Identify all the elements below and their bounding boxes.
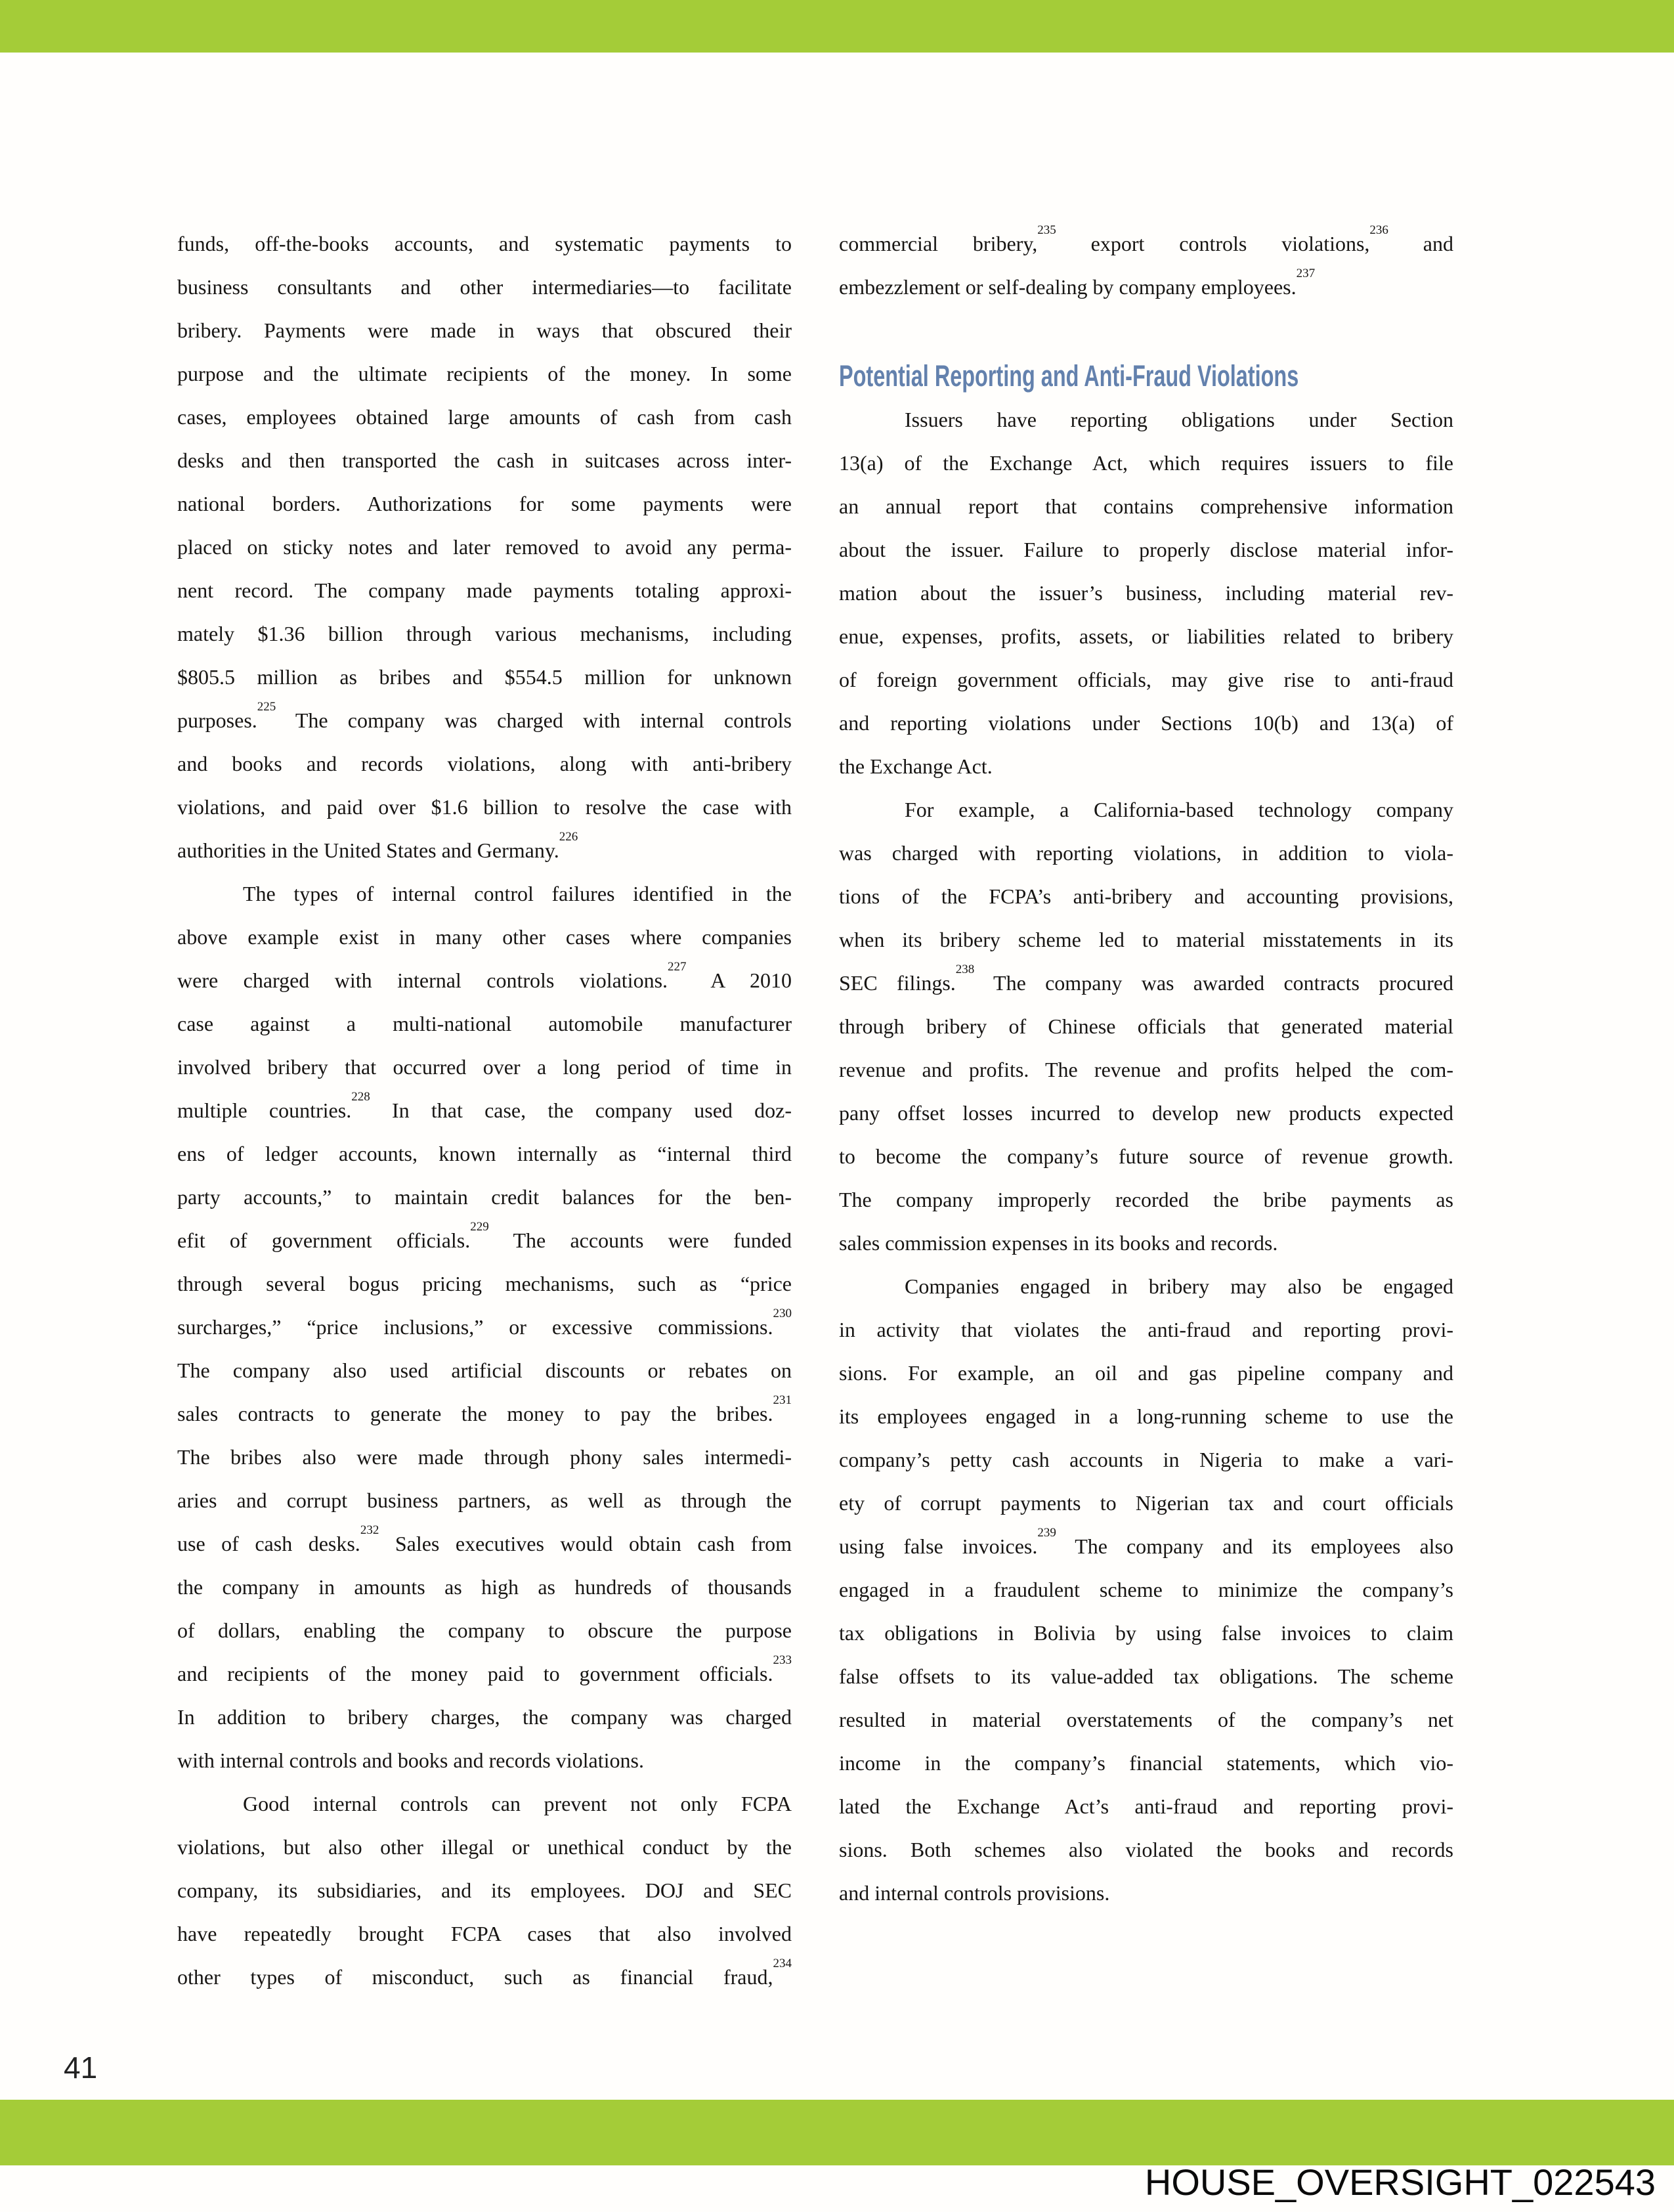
text-line: purpose and the ultimate recipients of the money. In some: [177, 362, 792, 385]
text-line: case against a multi-national automobile manufacturer: [177, 1012, 792, 1035]
footnote-ref: 231: [773, 1393, 792, 1408]
text-line: The bribes also were made through phony sales intermedi-: [177, 1445, 792, 1469]
text-line: using false invoices.$^{239}$ The company and its employees also: [839, 1526, 1453, 1558]
text-line: violations, and paid over $1.6 billion to resolve the case with: [177, 795, 792, 819]
text-line: surcharges,” “price inclusions,” or excessive commissions.$^{230}$: [177, 1307, 792, 1339]
left-column: [177, 222, 792, 1999]
text-line: of foreign government officials, may give rise to anti-fraud: [839, 668, 1453, 691]
footnote-ref: 236: [1369, 223, 1388, 238]
bottom-accent-bar: [0, 2100, 1674, 2165]
text-line: cases, employees obtained large amounts of cash from cash: [177, 405, 792, 429]
text-line: were charged with internal controls violations.$^{227}$ A 2010: [177, 960, 792, 992]
text-line: bribery. Payments were made in ways that obscured their: [177, 318, 792, 342]
text-line: 13(a) of the Exchange Act, which requires issuers to file: [839, 451, 1453, 475]
text-line: enue, expenses, profits, assets, or liabilities related to bribery: [839, 624, 1453, 648]
text-line: The company also used artificial discounts or rebates on: [177, 1358, 792, 1382]
text-line: efit of government officials.$^{229}$ The accounts were funded: [177, 1220, 792, 1252]
text-line: in activity that violates the anti-fraud and reporting provi-: [839, 1318, 1453, 1341]
paragraph: [177, 222, 792, 872]
text-line: the Exchange Act.: [839, 754, 993, 778]
footnote-ref: 234: [773, 1957, 792, 1971]
text-line: party accounts,” to maintain credit balances for the ben-: [177, 1185, 792, 1209]
text-line: lated the Exchange Act’s anti-fraud and reporting provi-: [839, 1794, 1453, 1818]
text-line: Companies engaged in bribery may also be engaged: [905, 1274, 1453, 1298]
footnote-ref: 233: [773, 1653, 792, 1668]
text-line: sales commission expenses in its books and records.: [839, 1231, 1278, 1255]
right-column: [839, 222, 1453, 1915]
section-heading: Potential Reporting and Anti-Fraud Violations: [839, 359, 1299, 393]
text-line: For example, a California-based technology company: [905, 798, 1453, 821]
footnote-ref: 229: [470, 1220, 489, 1234]
text-line: false offsets to its value-added tax obligations. The scheme: [839, 1664, 1453, 1688]
text-line: through several bogus pricing mechanisms, such as “price: [177, 1272, 792, 1295]
text-line: through bribery of Chinese officials that generated material: [839, 1014, 1453, 1038]
text-line: placed on sticky notes and later removed to avoid any perma-: [177, 535, 792, 559]
page-number: 41: [64, 2050, 98, 2085]
text-line: sales contracts to generate the money to pay the bribes.$^{231}$: [177, 1393, 792, 1425]
footnote-ref: 237: [1296, 267, 1316, 281]
text-line: the company in amounts as high as hundreds of thousands: [177, 1575, 792, 1599]
paragraph: [177, 1782, 792, 1999]
text-line: and reporting violations under Sections 10(b) and 13(a) of: [839, 711, 1453, 735]
text-line: The types of internal control failures identified in the: [243, 882, 792, 905]
text-line: company, its subsidiaries, and its employees. DOJ and SEC: [177, 1878, 792, 1902]
paragraph: [839, 1265, 1453, 1915]
text-line: with internal controls and books and records violations.: [177, 1748, 644, 1772]
footnote-ref: 230: [773, 1307, 792, 1321]
footnote-ref: 238: [955, 963, 975, 977]
text-line: business consultants and other intermediaries—to facilitate: [177, 275, 792, 299]
text-line: ety of corrupt payments to Nigerian tax and court officials: [839, 1491, 1453, 1515]
top-accent-bar: [0, 0, 1674, 53]
text-line: nent record. The company made payments totaling approxi-: [177, 578, 792, 602]
bates-stamp: HOUSE_OVERSIGHT_022543: [1144, 2161, 1656, 2203]
text-line: purposes.$^{225}$ The company was charged with internal controls: [177, 700, 792, 732]
right-column-body: [839, 398, 1453, 1915]
text-line: involved bribery that occurred over a long period of time in: [177, 1055, 792, 1079]
text-line: to become the company’s future source of revenue growth.: [839, 1144, 1453, 1168]
text-line: commercial bribery,$^{235}$ export controls violations,$^{236}$ and: [839, 223, 1453, 255]
text-line: embezzlement or self-dealing by company employees.$^{237}$: [839, 267, 1316, 299]
text-line: company’s petty cash accounts in Nigeria to make a vari-: [839, 1448, 1453, 1471]
paragraph: [177, 872, 792, 1782]
text-line: resulted in material overstatements of the company’s net: [839, 1708, 1453, 1731]
text-line: mately $1.36 billion through various mechanisms, including: [177, 622, 792, 645]
text-line: when its bribery scheme led to material misstatements in its: [839, 928, 1453, 951]
text-line: other types of misconduct, such as financial fraud,$^{234}$: [177, 1957, 792, 1989]
text-line: an annual report that contains comprehensive information: [839, 494, 1453, 518]
footnote-ref: 239: [1037, 1526, 1056, 1540]
text-line: violations, but also other illegal or unethical conduct by the: [177, 1835, 792, 1859]
text-line: above example exist in many other cases where companies: [177, 925, 792, 949]
paragraph: [839, 222, 1453, 309]
text-line: national borders. Authorizations for some payments were: [177, 492, 792, 515]
paragraph: [839, 788, 1453, 1265]
text-line: and books and records violations, along with anti-bribery: [177, 752, 792, 775]
text-line: have repeatedly brought FCPA cases that also involved: [177, 1922, 792, 1945]
text-line: aries and corrupt business partners, as well as through the: [177, 1488, 792, 1512]
text-line: desks and then transported the cash in suitcases across inter-: [177, 448, 792, 472]
text-line: multiple countries.$^{228}$ In that case, the company used doz-: [177, 1090, 792, 1122]
text-line: ens of ledger accounts, known internally as “internal third: [177, 1142, 792, 1165]
text-line: its employees engaged in a long-running scheme to use the: [839, 1404, 1453, 1428]
text-line: In addition to bribery charges, the company was charged: [177, 1705, 792, 1729]
footnote-ref: 228: [351, 1090, 370, 1104]
text-line: Good internal controls can prevent not only FCPA: [243, 1792, 792, 1815]
text-line: sions. For example, an oil and gas pipeline company and: [839, 1361, 1453, 1385]
text-line: tions of the FCPA’s anti-bribery and accounting provisions,: [839, 884, 1453, 908]
text-line: and recipients of the money paid to government officials.$^{233}$: [177, 1653, 792, 1685]
footnote-ref: 227: [668, 960, 687, 974]
text-line: engaged in a fraudulent scheme to minimize the company’s: [839, 1578, 1453, 1601]
text-line: SEC filings.$^{238}$ The company was awarded contracts procured: [839, 963, 1453, 995]
text-line: was charged with reporting violations, in addition to viola-: [839, 841, 1453, 865]
text-line: tax obligations in Bolivia by using false invoices to claim: [839, 1621, 1453, 1645]
text-line: $805.5 million as bribes and $554.5 million for unknown: [177, 665, 792, 689]
text-line: The company improperly recorded the bribe payments as: [839, 1188, 1453, 1211]
footnote-ref: 235: [1037, 223, 1056, 238]
right-column-intro: [839, 222, 1453, 309]
text-line: about the issuer. Failure to properly disclose material infor-: [839, 538, 1453, 561]
text-line: Issuers have reporting obligations under Section: [905, 408, 1453, 431]
footnote-ref: 232: [360, 1523, 379, 1538]
text-line: of dollars, enabling the company to obscure the purpose: [177, 1618, 792, 1642]
paragraph: [839, 398, 1453, 788]
text-line: sions. Both schemes also violated the books and records: [839, 1838, 1453, 1861]
text-line: use of cash desks.$^{232}$ Sales executives would obtain cash from: [177, 1523, 792, 1555]
text-line: income in the company’s financial statements, which vio-: [839, 1751, 1453, 1775]
text-line: mation about the issuer’s business, including material rev-: [839, 581, 1453, 605]
text-line: and internal controls provisions.: [839, 1881, 1110, 1905]
footnote-ref: 225: [257, 700, 276, 714]
text-line: authorities in the United States and Germany.$^{226}$: [177, 830, 578, 862]
text-line: pany offset losses incurred to develop new products expected: [839, 1101, 1453, 1125]
text-line: revenue and profits. The revenue and profits helped the com-: [839, 1058, 1453, 1081]
text-line: funds, off-the-books accounts, and systematic payments to: [177, 232, 792, 255]
footnote-ref: 226: [559, 830, 578, 844]
